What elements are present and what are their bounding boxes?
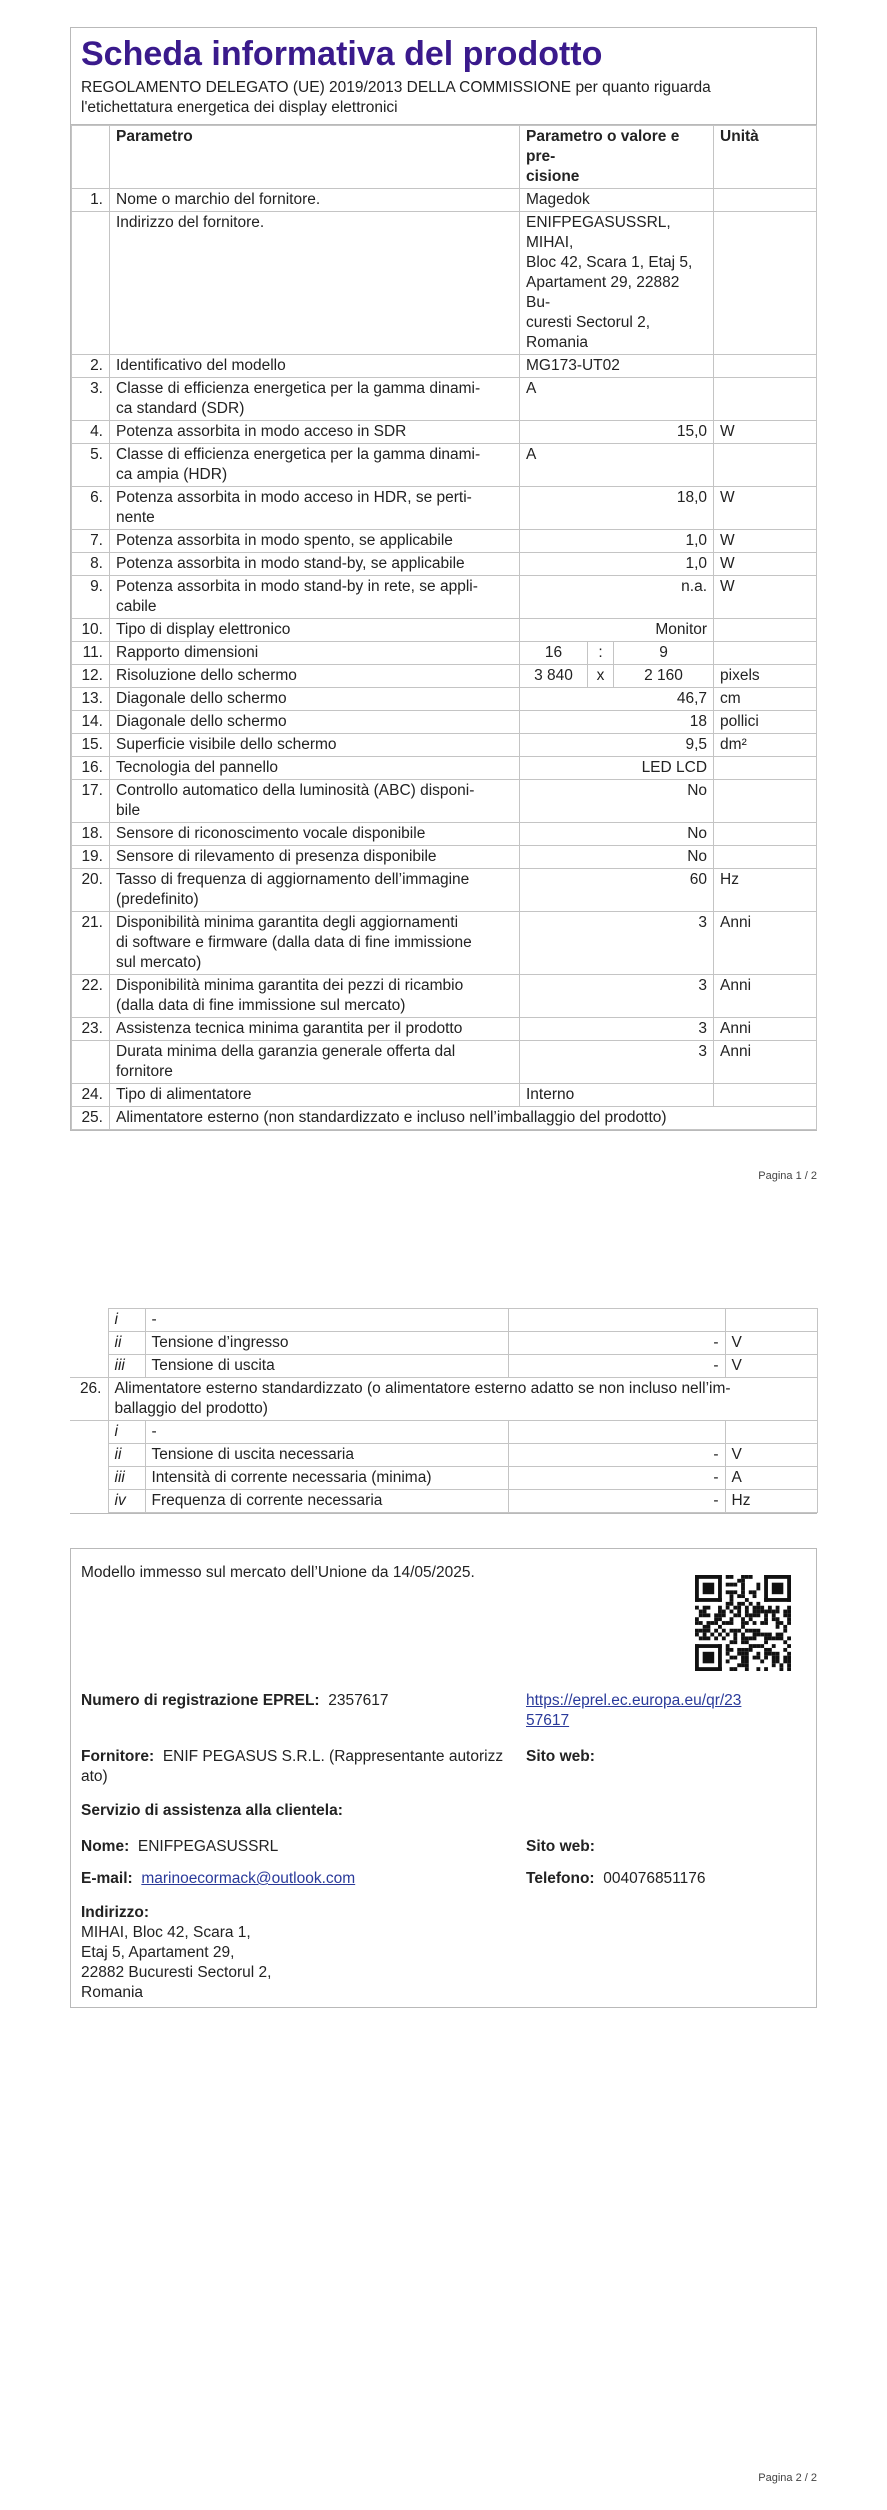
parameter-column-header: Parametro (110, 126, 520, 189)
subtitle-line: REGOLAMENTO DELEGATO (UE) 2019/2013 DELLA COMMISSIONE per quanto riguarda (81, 79, 711, 96)
value-text: Bloc 42, Scara 1, Etaj 5, (526, 254, 693, 271)
value-cell: Monitor (520, 619, 714, 642)
value-cell (520, 212, 714, 355)
sub-row (70, 1355, 817, 1378)
value-text: A (526, 380, 537, 397)
parameter-text: Indirizzo del fornitore. (116, 214, 265, 231)
parameter-cell (110, 378, 520, 421)
row-number: 15. (72, 734, 110, 757)
table-row (72, 576, 817, 619)
parameter-text: Classe di efficienza energetica per la gamma dinami- (116, 446, 481, 463)
value-cell: 18 (520, 711, 714, 734)
supplier-row (81, 1747, 521, 1787)
unit-cell: W (714, 576, 817, 619)
parameter-cell (110, 846, 520, 869)
value-text: Magedok (526, 191, 590, 208)
parameter-text: Diagonale dello schermo (116, 713, 287, 730)
unit-cell: V (725, 1355, 817, 1378)
value-cell: 9,5 (520, 734, 714, 757)
qr-code-icon[interactable] (695, 1575, 791, 1671)
table-row (72, 823, 817, 846)
unit-cell: Anni (714, 975, 817, 1018)
parameters-table (71, 125, 817, 1130)
table-row (70, 1378, 817, 1421)
parameter-cell (110, 444, 520, 487)
unit-cell (714, 619, 817, 642)
parameter-text: Potenza assorbita in modo acceso in HDR, se perti- (116, 489, 472, 506)
parameter-cell (110, 780, 520, 823)
parameter-cell (110, 553, 520, 576)
row-number: 1. (72, 189, 110, 212)
unit-cell: W (714, 530, 817, 553)
value-cell: 3 (520, 912, 714, 975)
unit-cell: W (714, 421, 817, 444)
separator: x (588, 665, 614, 688)
value-cell: 15,0 (520, 421, 714, 444)
name-value: ENIFPEGASUSSRL (137, 1838, 279, 1855)
table-row (72, 734, 817, 757)
empty-cell (70, 1467, 108, 1490)
sub-label: - (145, 1309, 508, 1332)
row-number: 10. (72, 619, 110, 642)
parameter-cell (110, 757, 520, 780)
address-label: Indirizzo: (81, 1904, 150, 1921)
value-cell (520, 378, 714, 421)
table-row (72, 846, 817, 869)
parameter-text: Disponibilità minima garantita degli aggiornamenti (116, 914, 459, 931)
supplier-label: Fornitore: (81, 1748, 155, 1765)
sub-value: - (508, 1490, 725, 1513)
table-row (72, 487, 817, 530)
unit-cell: dm² (714, 734, 817, 757)
sub-row (70, 1332, 817, 1355)
parameter-cell (110, 869, 520, 912)
row-number: 5. (72, 444, 110, 487)
empty-cell (70, 1444, 108, 1467)
value-cell: 3 (520, 975, 714, 1018)
parameter-text: Sensore di rilevamento di presenza disponibile (116, 848, 437, 865)
sub-value: - (508, 1444, 725, 1467)
parameter-cell (110, 619, 520, 642)
sub-value: - (508, 1332, 725, 1355)
page-title: Scheda informativa del prodotto (81, 35, 603, 73)
subtitle-line: l'etichettatura energetica dei display elettronici (81, 99, 398, 116)
row-number: 26. (70, 1378, 108, 1421)
roman-index: iii (108, 1467, 145, 1490)
supplier-value: ato) (81, 1768, 108, 1785)
value-cell: No (520, 846, 714, 869)
row-number: 7. (72, 530, 110, 553)
parameter-cell (110, 421, 520, 444)
unit-cell (714, 355, 817, 378)
row-number: 17. (72, 780, 110, 823)
parameter-text: Tipo di display elettronico (116, 621, 291, 638)
value-cell: No (520, 823, 714, 846)
unit-cell: Anni (714, 1018, 817, 1041)
sub-row (70, 1444, 817, 1467)
sub-label: Intensità di corrente necessaria (minima) (145, 1467, 508, 1490)
parameter-text: Sensore di riconoscimento vocale disponibile (116, 825, 426, 842)
parameter-cell (110, 576, 520, 619)
regulation-subtitle (71, 76, 816, 125)
phone-label: Telefono: (526, 1870, 595, 1887)
eprel-number: 2357617 (328, 1692, 389, 1709)
value-cell (520, 355, 714, 378)
table-row (72, 711, 817, 734)
table-row (72, 665, 817, 688)
parameter-text: fornitore (116, 1063, 173, 1080)
market-date-text: Modello immesso sul mercato dell’Unione da 14/05/2025. (81, 1564, 475, 1581)
parameter-text: sul mercato) (116, 954, 202, 971)
supplier-value: ENIF PEGASUS S.R.L. (Rappresentante autorizz (162, 1748, 504, 1765)
empty-cell (70, 1309, 108, 1332)
phone-row (526, 1869, 706, 1889)
address-line: MIHAI, Bloc 42, Scara 1, (81, 1924, 251, 1941)
parameter-cell (110, 189, 520, 212)
parameter-text: ballaggio del prodotto) (114, 1400, 268, 1417)
value-cell: n.a. (520, 576, 714, 619)
unit-cell (725, 1309, 817, 1332)
value-a: 3 840 (520, 665, 588, 688)
sub-value (508, 1421, 725, 1444)
unit-cell (714, 846, 817, 869)
sub-label: Tensione di uscita necessaria (145, 1444, 508, 1467)
page-number: Pagina 2 / 2 (758, 2472, 817, 2484)
parameter-cell (110, 530, 520, 553)
parameter-text: bile (116, 802, 141, 819)
sub-row (70, 1467, 817, 1490)
unit-cell (714, 642, 817, 665)
unit-cell: Hz (725, 1490, 817, 1513)
unit-cell (714, 780, 817, 823)
parameter-text: Assistenza tecnica minima garantita per il prodotto (116, 1020, 463, 1037)
parameter-text: Classe di efficienza energetica per la gamma dinami- (116, 380, 481, 397)
parameter-text: Rapporto dimensioni (116, 644, 259, 661)
value-header-line: cisione (526, 168, 580, 185)
table-row (72, 869, 817, 912)
value-text: curesti Sectorul 2, Romania (526, 314, 651, 351)
eprel-row (81, 1691, 389, 1711)
parameter-cell (110, 975, 520, 1018)
email-label: E-mail: (81, 1870, 133, 1887)
table-row (72, 1018, 817, 1041)
address-line: 22882 Bucuresti Sectorul 2, (81, 1964, 272, 1981)
unit-cell: Anni (714, 912, 817, 975)
sub-label: Tensione d’ingresso (145, 1332, 508, 1355)
parameter-cell (110, 912, 520, 975)
table-row (72, 642, 817, 665)
table-row (72, 355, 817, 378)
parameter-text: Tecnologia del pannello (116, 759, 279, 776)
name-label: Nome: (81, 1838, 130, 1855)
value-text: MG173-UT02 (526, 357, 620, 374)
table-row (72, 212, 817, 355)
eprel-link-line[interactable]: 57617 (526, 1712, 570, 1729)
value-cell (520, 189, 714, 212)
email-row (81, 1869, 355, 1889)
value-header-line: Parametro o valore e pre- (526, 128, 680, 165)
parameter-cell (110, 355, 520, 378)
table-row (72, 912, 817, 975)
row-number: 12. (72, 665, 110, 688)
row-number: 21. (72, 912, 110, 975)
supplier-info-box (70, 1548, 817, 2008)
parameter-text: (predefinito) (116, 891, 199, 908)
value-cell: 3 (520, 1018, 714, 1041)
phone-value: 004076851176 (603, 1870, 706, 1887)
sub-value: - (508, 1467, 725, 1490)
unit-cell (714, 378, 817, 421)
row-number: 13. (72, 688, 110, 711)
value-column-header (520, 126, 714, 189)
sub-value (508, 1309, 725, 1332)
parameter-cell (108, 1378, 817, 1421)
table-row (72, 975, 817, 1018)
unit-cell (714, 212, 817, 355)
parameter-text: Tipo di alimentatore (116, 1086, 252, 1103)
value-cell (520, 1084, 714, 1107)
table-row (72, 444, 817, 487)
roman-index: iv (108, 1490, 145, 1513)
empty-cell (70, 1355, 108, 1378)
parameter-cell (110, 711, 520, 734)
parameter-text: Potenza assorbita in modo acceso in SDR (116, 423, 407, 440)
parameter-text: Disponibilità minima garantita dei pezzi di ricambio (116, 977, 464, 994)
parameter-cell (110, 665, 520, 688)
row-number: 8. (72, 553, 110, 576)
unit-cell: pollici (714, 711, 817, 734)
parameter-text: Superficie visibile dello schermo (116, 736, 337, 753)
product-sheet-page-1 (70, 27, 817, 1131)
value-cell: LED LCD (520, 757, 714, 780)
customer-service-heading: Servizio di assistenza alla clientela: (81, 1802, 343, 1819)
unit-cell (714, 1084, 817, 1107)
sub-row (70, 1421, 817, 1444)
parameter-text: ca standard (SDR) (116, 400, 245, 417)
parameter-text: Alimentatore esterno standardizzato (o alimentatore esterno adatto se non incluso nell’im- (114, 1380, 731, 1397)
eprel-link[interactable] (526, 1691, 741, 1731)
parameter-cell (110, 688, 520, 711)
roman-index: iii (108, 1355, 145, 1378)
parameter-text: Identificativo del modello (116, 357, 286, 374)
table-row (72, 1084, 817, 1107)
value-cell: 3 (520, 1041, 714, 1084)
table-row (72, 553, 817, 576)
sub-label: Frequenza di corrente necessaria (145, 1490, 508, 1513)
row-number: 19. (72, 846, 110, 869)
parameter-text: Potenza assorbita in modo stand-by in rete, se appli- (116, 578, 478, 595)
roman-index: ii (108, 1444, 145, 1467)
parameter-text: (dalla data di fine immissione sul mercato) (116, 997, 406, 1014)
unit-cell: W (714, 553, 817, 576)
row-number: 20. (72, 869, 110, 912)
empty-cell (70, 1490, 108, 1513)
row-number (72, 1041, 110, 1084)
row-number: 6. (72, 487, 110, 530)
value-cell (520, 444, 714, 487)
row-number: 9. (72, 576, 110, 619)
empty-cell (70, 1421, 108, 1444)
parameter-text: Potenza assorbita in modo spento, se applicabile (116, 532, 453, 549)
unit-cell: V (725, 1444, 817, 1467)
name-row (81, 1837, 278, 1857)
empty-cell (70, 1332, 108, 1355)
unit-cell (714, 189, 817, 212)
value-cell: 1,0 (520, 553, 714, 576)
parameter-cell (110, 1084, 520, 1107)
parameter-cell (110, 1018, 520, 1041)
product-sheet-page-2 (70, 1308, 817, 1514)
value-text: A (526, 446, 537, 463)
parameter-text: Nome o marchio del fornitore. (116, 191, 321, 208)
parameter-cell (110, 487, 520, 530)
value-text: ENIFPEGASUSSRL, MIHAI, (526, 214, 671, 251)
parameter-cell (110, 642, 520, 665)
row-number: 11. (72, 642, 110, 665)
unit-column-header: Unità (714, 126, 817, 189)
unit-cell: Hz (714, 869, 817, 912)
unit-cell: A (725, 1467, 817, 1490)
row-number: 16. (72, 757, 110, 780)
table-row (72, 1107, 817, 1130)
parameter-cell (110, 212, 520, 355)
table-row (72, 189, 817, 212)
value-text: Interno (526, 1086, 575, 1103)
row-number (72, 212, 110, 355)
row-number: 14. (72, 711, 110, 734)
unit-cell: pixels (714, 665, 817, 688)
eprel-label: Numero di registrazione EPREL: (81, 1692, 320, 1709)
row-number: 25. (72, 1107, 110, 1130)
page-number: Pagina 1 / 2 (758, 1170, 817, 1182)
row-number: 2. (72, 355, 110, 378)
table-row (72, 1041, 817, 1084)
power-supply-table (70, 1308, 818, 1513)
address-block (81, 1903, 271, 2003)
parameter-text: Potenza assorbita in modo stand-by, se applicabile (116, 555, 465, 572)
table-row (72, 757, 817, 780)
table-row (72, 421, 817, 444)
value-cell: 46,7 (520, 688, 714, 711)
parameter-text: cabile (116, 598, 157, 615)
parameter-cell: Alimentatore esterno (non standardizzato e incluso nell’imballaggio del prodotto) (110, 1107, 817, 1130)
row-number: 22. (72, 975, 110, 1018)
value-cell: 1,0 (520, 530, 714, 553)
roman-index: i (108, 1421, 145, 1444)
address-line: Etaj 5, Apartament 29, (81, 1944, 235, 1961)
unit-cell: V (725, 1332, 817, 1355)
separator: : (588, 642, 614, 665)
parameter-text: Tasso di frequenza di aggiornamento dell’immagine (116, 871, 470, 888)
row-number: 18. (72, 823, 110, 846)
parameter-text: Durata minima della garanzia generale offerta dal (116, 1043, 456, 1060)
parameter-text: di software e firmware (dalla data di fine immissione (116, 934, 472, 951)
parameter-text: Risoluzione dello schermo (116, 667, 297, 684)
value-cell: 18,0 (520, 487, 714, 530)
website-label: Sito web: (526, 1748, 595, 1765)
unit-cell: W (714, 487, 817, 530)
sub-row (70, 1309, 817, 1332)
roman-index: i (108, 1309, 145, 1332)
parameter-cell (110, 734, 520, 757)
sub-label: Tensione di uscita (145, 1355, 508, 1378)
address-line: Romania (81, 1984, 144, 2001)
table-header-row (72, 126, 817, 189)
sub-value: - (508, 1355, 725, 1378)
website2-label: Sito web: (526, 1838, 595, 1855)
parameter-cell (110, 823, 520, 846)
value-cell: 60 (520, 869, 714, 912)
table-row (72, 530, 817, 553)
value-a: 16 (520, 642, 588, 665)
value-b: 9 (614, 642, 714, 665)
unit-cell (714, 757, 817, 780)
parameter-text: nente (116, 509, 155, 526)
table-row (72, 780, 817, 823)
row-number: 3. (72, 378, 110, 421)
sub-label: - (145, 1421, 508, 1444)
unit-cell: Anni (714, 1041, 817, 1084)
parameter-text: Diagonale dello schermo (116, 690, 287, 707)
sub-row (70, 1490, 817, 1513)
row-number: 4. (72, 421, 110, 444)
unit-cell (725, 1421, 817, 1444)
unit-cell: cm (714, 688, 817, 711)
value-b: 2 160 (614, 665, 714, 688)
table-row (72, 378, 817, 421)
row-number: 24. (72, 1084, 110, 1107)
value-cell: No (520, 780, 714, 823)
roman-index: ii (108, 1332, 145, 1355)
unit-cell (714, 444, 817, 487)
parameter-text: ca ampia (HDR) (116, 466, 228, 483)
table-row (72, 688, 817, 711)
unit-cell (714, 823, 817, 846)
email-link[interactable]: marinoecormack@outlook.com (141, 1870, 356, 1887)
row-number: 23. (72, 1018, 110, 1041)
parameter-cell (110, 1041, 520, 1084)
value-text: Apartament 29, 22882 Bu- (526, 274, 680, 311)
table-row (72, 619, 817, 642)
number-column-header (72, 126, 110, 189)
eprel-link-line[interactable]: https://eprel.ec.europa.eu/qr/23 (526, 1692, 742, 1709)
parameter-text: Controllo automatico della luminosità (ABC) disponi- (116, 782, 475, 799)
